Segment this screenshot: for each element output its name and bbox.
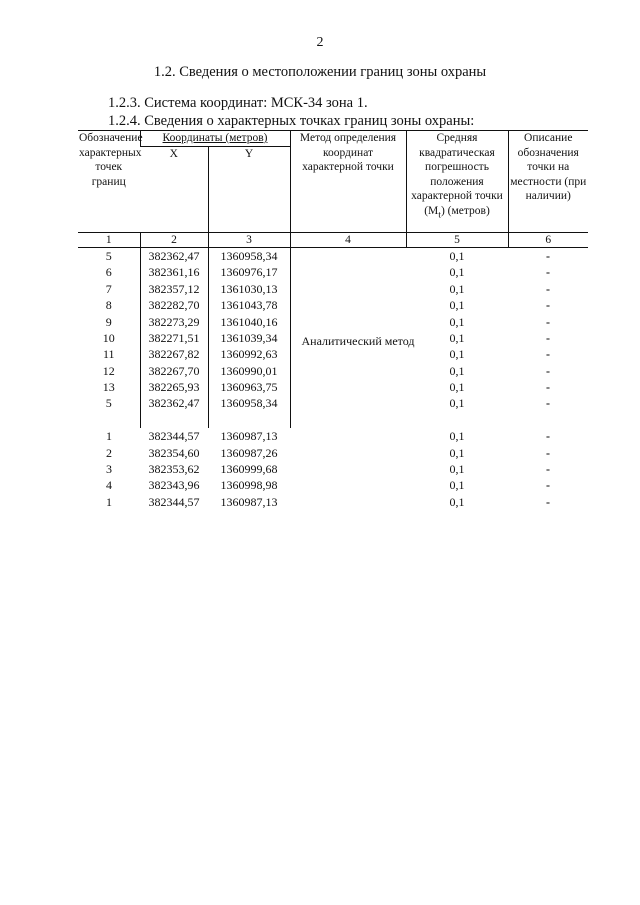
error-value: 0,1 (449, 248, 465, 263)
method-cell (290, 248, 406, 265)
col-number-1: 1 (78, 232, 140, 248)
description-value: - (546, 429, 550, 444)
section-title: 1.2. Сведения о местоположении границ зоны охраны (153, 64, 487, 80)
coord-y: 1360987,26 (220, 445, 278, 460)
point-id: 5 (105, 396, 112, 411)
coord-y: 1360992,63 (208, 346, 290, 362)
method-cell (290, 281, 406, 297)
coord-y: 1360976,17 (208, 264, 290, 280)
description-value: - (546, 265, 550, 280)
table-row (78, 281, 588, 297)
coord-y: 1360958,34 (208, 396, 290, 412)
point-id: 12 (102, 363, 115, 378)
coord-x: 382353,62 (148, 462, 200, 477)
table-row (78, 428, 588, 444)
header-point-designation: Обозначение характерных точек границ (78, 131, 140, 233)
coordinate-system-line: 1.2.3. Система координат: МСК-34 зона 1. (108, 95, 368, 111)
description-value: - (546, 478, 550, 493)
page-number: 2 (316, 35, 324, 50)
coord-y: 1361043,78 (208, 297, 290, 313)
method-cell (290, 363, 406, 379)
contour-gap (78, 412, 588, 428)
description-value: - (546, 494, 550, 509)
coord-x: 382343,96 (148, 478, 200, 493)
header-y: Y (208, 146, 290, 232)
coord-x: 382265,93 (140, 379, 208, 395)
description-value: - (546, 281, 550, 296)
point-id: 4 (106, 478, 112, 493)
table-row (78, 264, 588, 280)
error-value: 0,1 (449, 462, 465, 477)
method-cell (290, 477, 406, 493)
points-title-line: 1.2.4. Сведения о характерных точках границ зоны охраны: (108, 113, 475, 129)
point-id: 1 (106, 494, 112, 509)
coord-y: 1361030,13 (208, 281, 290, 297)
header-coordinates: Координаты (метров) (140, 131, 290, 147)
method-cell (290, 314, 406, 330)
coord-y: 1360998,98 (220, 478, 278, 493)
coord-y: 1361039,34 (208, 330, 290, 346)
error-value: 0,1 (449, 363, 465, 378)
table-row (78, 494, 588, 510)
table-row (78, 379, 588, 395)
col-number-6: 6 (508, 232, 588, 248)
error-value: 0,1 (449, 494, 465, 509)
header-method: Метод определения координат характерной точки (290, 131, 406, 233)
coord-y: 1360999,68 (220, 462, 278, 477)
col-number-4: 4 (290, 232, 406, 248)
description-value: - (546, 462, 550, 477)
description-value: - (546, 380, 550, 395)
error-value: 0,1 (449, 396, 465, 411)
point-id: 10 (102, 330, 115, 345)
header-description: Описание обозначения точки на местности (при наличии) (508, 131, 588, 233)
col-number-3: 3 (208, 232, 290, 248)
error-value: 0,1 (449, 281, 465, 296)
error-value: 0,1 (449, 429, 465, 444)
method-cell (290, 379, 406, 395)
method-cell (290, 494, 406, 510)
point-id: 5 (105, 248, 112, 263)
table-row (78, 445, 588, 461)
method-value: Аналитический метод (301, 334, 415, 348)
point-id: 9 (105, 314, 112, 329)
description-value: - (546, 248, 550, 263)
point-id: 1 (106, 429, 112, 444)
description-value: - (546, 330, 550, 345)
method-cell (290, 445, 406, 461)
coord-y: 1360990,01 (208, 363, 290, 379)
col-number-2: 2 (140, 232, 208, 248)
description-value: - (546, 347, 550, 362)
error-value: 0,1 (449, 380, 465, 395)
coord-x: 382282,70 (140, 297, 208, 313)
description-value: - (546, 314, 550, 329)
table-row (78, 477, 588, 493)
error-value: 0,1 (449, 478, 465, 493)
table-row (78, 248, 588, 265)
table-row (78, 297, 588, 313)
description-value: - (546, 298, 550, 313)
coord-y: 1360987,13 (220, 429, 278, 444)
coord-x: 382344,57 (148, 494, 200, 509)
table-row (78, 363, 588, 379)
method-cell (290, 396, 406, 412)
coord-x: 382273,29 (140, 314, 208, 330)
table-body (78, 248, 588, 511)
error-value: 0,1 (449, 445, 465, 460)
error-value: 0,1 (449, 298, 465, 313)
method-cell (290, 264, 406, 280)
point-id: 7 (105, 281, 112, 296)
error-value: 0,1 (449, 330, 465, 345)
coord-y: 1360987,13 (220, 494, 278, 509)
point-id: 2 (106, 445, 112, 460)
coord-x: 382267,70 (140, 363, 208, 379)
point-id: 6 (105, 265, 112, 280)
header-error: Средняя квадратическая погрешность положения характерной точки $(M_t)$ (метров) (406, 131, 508, 233)
coord-x: 382357,12 (140, 281, 208, 297)
col-number-5: 5 (406, 232, 508, 248)
coord-x: 382267,82 (140, 346, 208, 362)
method-cell (290, 461, 406, 477)
coord-y: 1361040,16 (208, 314, 290, 330)
error-value: 0,1 (449, 314, 465, 329)
description-value: - (546, 445, 550, 460)
description-value: - (546, 363, 550, 378)
point-id: 3 (106, 462, 112, 477)
point-id: 11 (102, 347, 115, 362)
method-cell (290, 297, 406, 313)
coord-y: 1360958,34 (208, 248, 290, 265)
coord-x: 382344,57 (148, 429, 200, 444)
coord-x: 382361,16 (140, 264, 208, 280)
coord-x: 382362,47 (140, 248, 208, 265)
point-id: 13 (102, 380, 115, 395)
table-row (78, 396, 588, 412)
error-value: 0,1 (449, 265, 465, 280)
coord-y: 1360963,75 (208, 379, 290, 395)
coordinates-table (78, 130, 588, 510)
error-value: 0,1 (449, 347, 465, 362)
table-row (78, 314, 588, 330)
coord-x: 382362,47 (140, 396, 208, 412)
point-id: 8 (105, 298, 112, 313)
table-row (78, 461, 588, 477)
coord-x: 382354,60 (148, 445, 200, 460)
description-value: - (546, 396, 550, 411)
coord-x: 382271,51 (140, 330, 208, 346)
method-cell (290, 428, 406, 444)
header-x: X (140, 146, 208, 232)
